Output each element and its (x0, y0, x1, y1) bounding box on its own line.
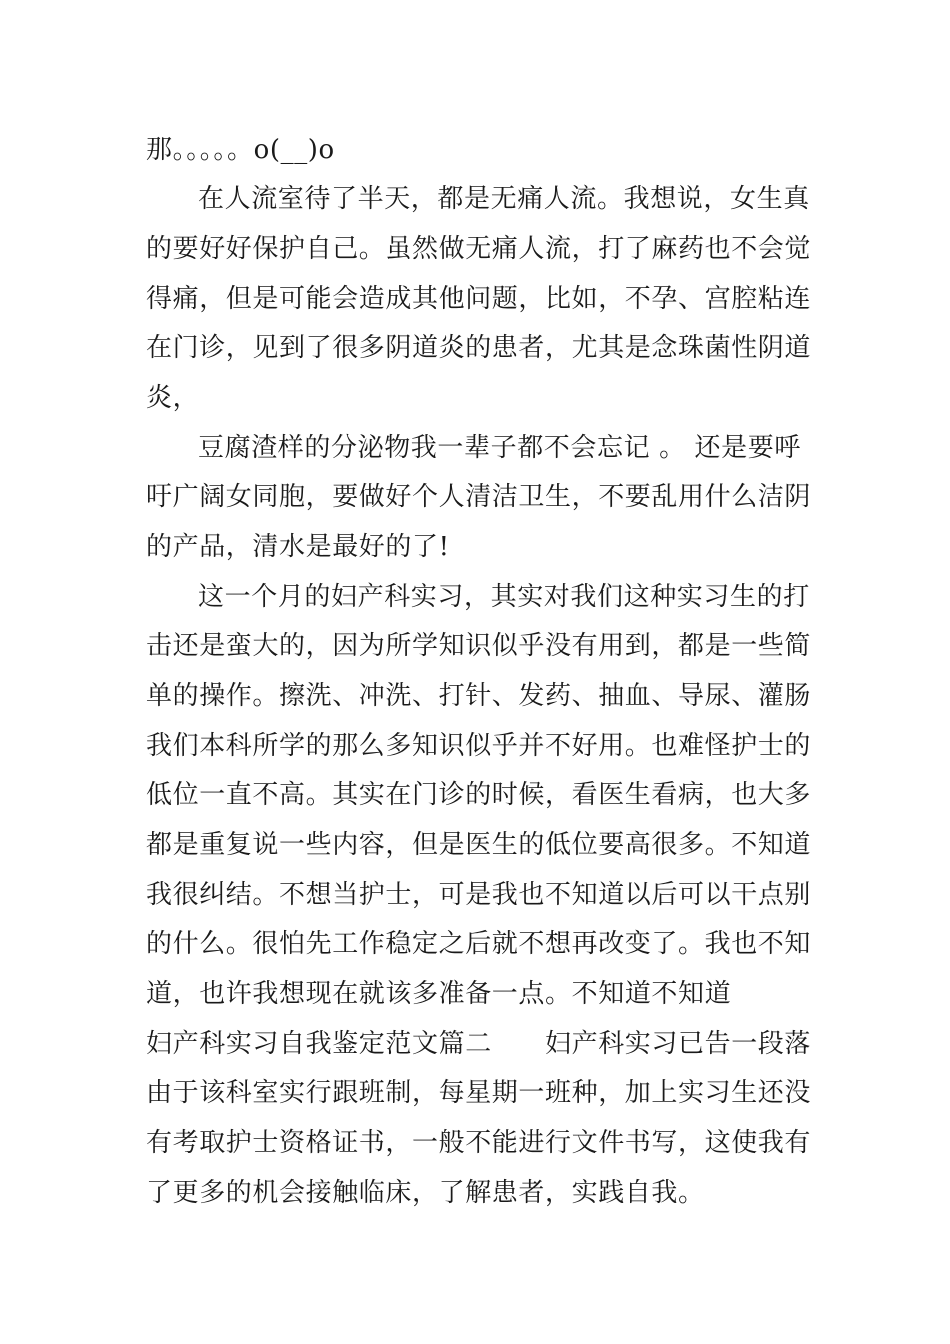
text-line-9: 的产品，清水是最好的了! (146, 532, 450, 562)
text-line-1: 那。。。。。o(__)o (146, 135, 335, 165)
text-line-16: 我很纠结。不想当护士，可是我也不知道以后可以干点别 (146, 880, 812, 910)
text-line-5: 在门诊，见到了很多阴道炎的患者，尤其是念珠菌性阴道 (146, 333, 812, 363)
text-line-3: 的要好好保护自己。虽然做无痛人流，打了麻药也不会觉 (146, 234, 812, 264)
text-line-2: 在人流室待了半天，都是无痛人流。我想说，女生真 (198, 184, 810, 214)
text-line-8: 吁广阔女同胞，要做好个人清洁卫生，不要乱用什么洁阴 (146, 482, 812, 512)
text-line-10: 这一个月的妇产科实习，其实对我们这种实习生的打 (198, 582, 810, 612)
text-line-19: 妇产科实习自我鉴定范文篇二 妇产科实习已告一段落 (146, 1029, 812, 1059)
text-line-12: 单的操作。擦洗、冲洗、打针、发药、抽血、导尿、灌肠 (146, 681, 812, 711)
text-line-21: 有考取护士资格证书，一般不能进行文件书写，这使我有 (146, 1128, 812, 1158)
text-line-6: 炎， (146, 383, 200, 413)
text-line-13: 我们本科所学的那么多知识似乎并不好用。也难怪护士的 (146, 731, 812, 761)
text-line-15: 都是重复说一些内容，但是医生的低位要高很多。不知道 (146, 830, 812, 860)
text-line-14: 低位一直不高。其实在门诊的时候，看医生看病，也大多 (146, 780, 812, 810)
text-line-20: 由于该科室实行跟班制，每星期一班种，加上实习生还没 (146, 1078, 812, 1108)
text-line-18: 道，也许我想现在就该多准备一点。不知道不知道 (146, 979, 732, 1009)
text-line-17: 的什么。很怕先工作稳定之后就不想再改变了。我也不知 (146, 929, 812, 959)
text-line-7: 豆腐渣样的分泌物我一辈子都不会忘记 。 还是要呼 (198, 433, 801, 463)
text-line-22: 了更多的机会接触临床，了解患者，实践自我。 (146, 1178, 705, 1208)
text-line-11: 击还是蛮大的，因为所学知识似乎没有用到，都是一些简 (146, 631, 812, 661)
text-line-4: 得痛，但是可能会造成其他问题，比如，不孕、宫腔粘连 (146, 284, 812, 314)
